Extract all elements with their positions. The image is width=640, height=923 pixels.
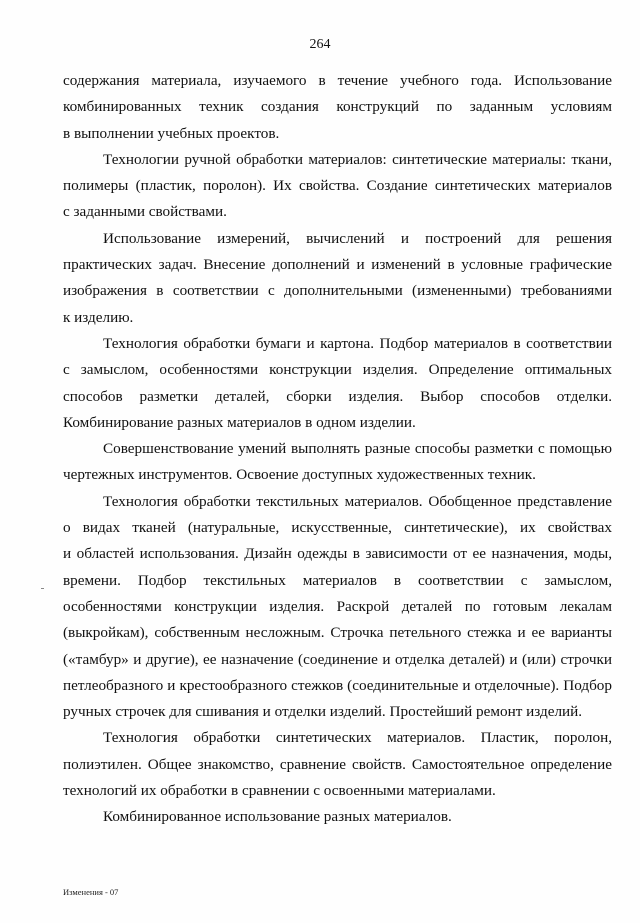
text-line: (выкройкам), собственным несложным. Строчка петельного стежка и ее варианты xyxy=(63,624,612,642)
text-line: («тамбур» и другие), ее назначение (соединение и отделка деталей) и (или) строчки xyxy=(63,650,612,668)
text-line: комбинированных техник создания конструкций по заданным условиям xyxy=(63,98,612,116)
text-line: практических задач. Внесение дополнений и изменений в условные графические xyxy=(63,256,612,274)
footer-note: Изменения - 07 xyxy=(63,887,119,897)
text-line: ручных строчек для сшивания и отделки изделий. Простейший ремонт изделий. xyxy=(63,703,583,721)
text-line: Комбинирование разных материалов в одном изделии. xyxy=(63,413,416,431)
text-line: петлеобразного и крестообразного стежков (соединительные и отделочные). Подбор xyxy=(63,676,612,694)
paragraph xyxy=(63,147,612,226)
text-line: способов разметки деталей, сборки изделия. Выбор способов отделки. xyxy=(63,387,612,405)
paragraph xyxy=(63,331,612,436)
text-line: времени. Подбор текстильных материалов в соответствии с замыслом, xyxy=(63,571,612,589)
page-number: 264 xyxy=(309,37,331,52)
paragraph xyxy=(63,436,612,489)
text-line: изображения в соответствии с дополнительными (измененными) требованиями xyxy=(63,282,612,300)
text-line: полимеры (пластик, поролон). Их свойства. Создание синтетических материалов xyxy=(63,177,612,195)
text-line: технологий их обработки в сравнении с освоенными материалами. xyxy=(63,782,496,800)
body-text xyxy=(63,68,612,831)
text-line: Технологии ручной обработки материалов: синтетические материалы: ткани, xyxy=(103,150,612,168)
scan-speck xyxy=(41,588,44,589)
text-line: с замыслом, особенностями конструкции изделия. Определение оптимальных xyxy=(63,361,612,379)
text-line: с заданными свойствами. xyxy=(63,203,227,221)
text-line: Технология обработки текстильных материалов. Обобщенное представление xyxy=(103,492,612,510)
text-line: Технология обработки бумаги и картона. Подбор материалов в соответствии xyxy=(103,334,612,352)
text-line: особенностями конструкции изделия. Раскрой деталей по готовым лекалам xyxy=(63,597,612,615)
text-line: Технология обработки синтетических материалов. Пластик, поролон, xyxy=(103,729,612,747)
text-line: Использование измерений, вычислений и построений для решения xyxy=(103,229,612,247)
text-line: Комбинированное использование разных материалов. xyxy=(103,808,452,826)
text-line: Совершенствование умений выполнять разные способы разметки с помощью xyxy=(103,440,612,458)
text-line: в выполнении учебных проектов. xyxy=(63,124,280,142)
text-line: полиэтилен. Общее знакомство, сравнение свойств. Самостоятельное определение xyxy=(63,755,612,773)
paragraph xyxy=(63,489,612,726)
text-line: и областей использования. Дизайн одежды в зависимости от ее назначения, моды, xyxy=(63,545,612,563)
text-line: содержания материала, изучаемого в течение учебного года. Использование xyxy=(63,72,612,89)
text-line: о видах тканей (натуральные, искусственные, синтетические), их свойствах xyxy=(63,519,612,537)
paragraph xyxy=(63,725,612,804)
text-line: к изделию. xyxy=(63,308,134,326)
paragraph xyxy=(63,226,612,331)
paragraph xyxy=(63,68,612,147)
paragraph xyxy=(63,804,612,830)
text-line: чертежных инструментов. Освоение доступных художественных техник. xyxy=(63,466,536,484)
